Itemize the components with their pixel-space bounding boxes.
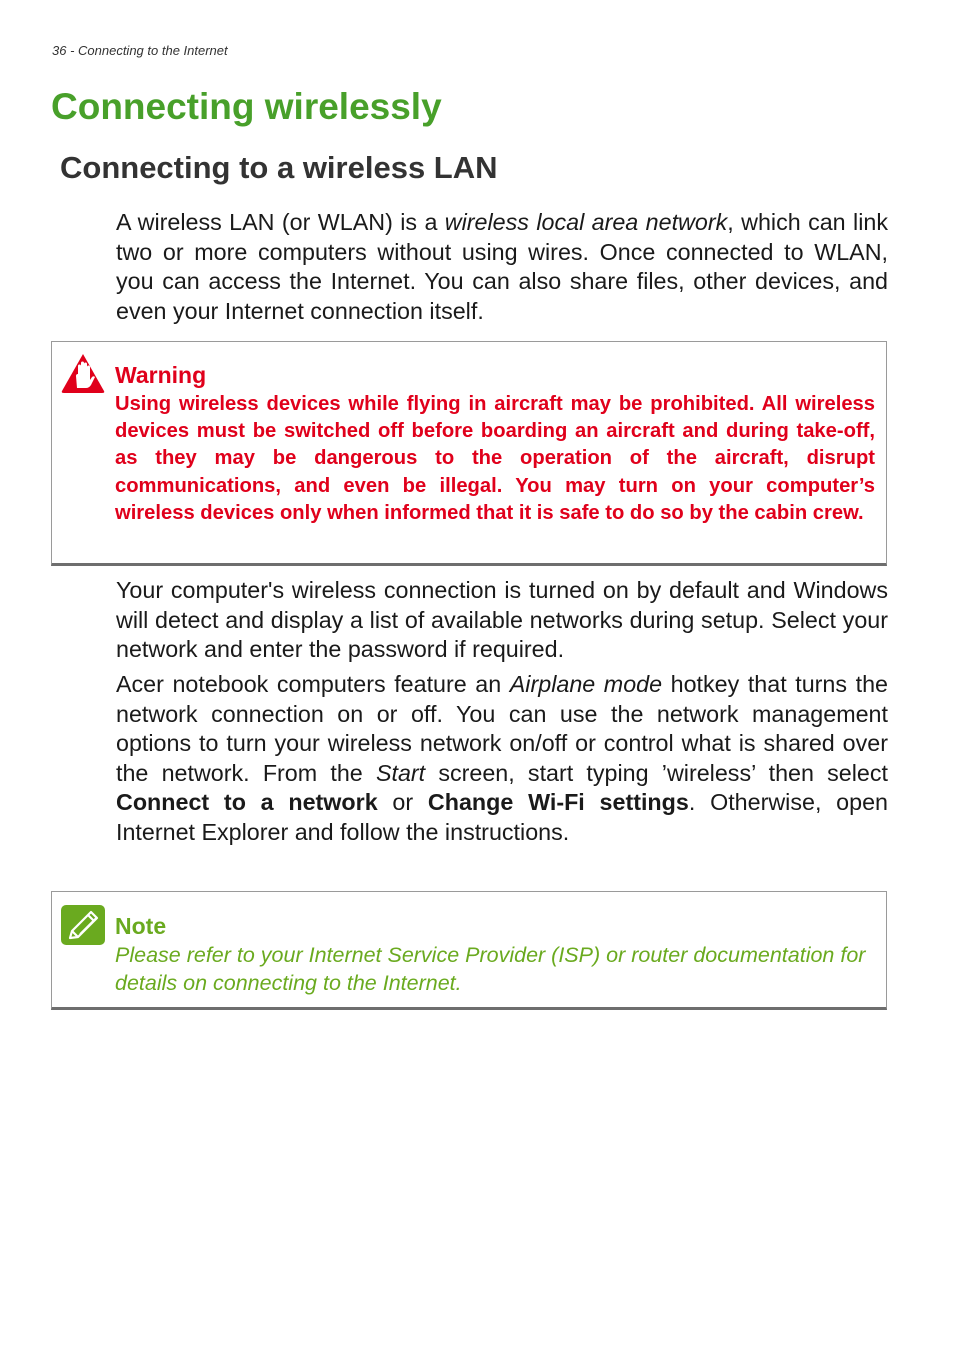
p3-text-7: or [377, 789, 428, 816]
note-pencil-icon [60, 904, 106, 946]
section-subtitle: Connecting to a wireless LAN [60, 150, 498, 185]
page-title: Connecting wirelessly [51, 86, 442, 127]
connect-to-network-term: Connect to a network [116, 789, 378, 816]
airplane-mode-paragraph [116, 670, 888, 848]
intro-text-c: , which can link two or more computers without using wires. Once connected to WLAN, you can access the Internet. You can also share files, other devices, and even your Internet connection itself. [116, 209, 888, 324]
p3-text-9: . Otherwise, open Internet Explorer and follow the instructions. [116, 789, 888, 845]
default-connection-paragraph: Your computer's wireless connection is turned on by default and Windows will detect and display a list of available networks during setup. Select your network and enter the password if required. [116, 577, 888, 663]
warning-callout [51, 341, 887, 566]
warning-hand-icon [60, 352, 106, 394]
p3-text-1: Acer notebook computers feature an [116, 671, 510, 697]
note-callout [51, 891, 887, 1010]
intro-text-a: A wireless LAN (or WLAN) is a [116, 209, 445, 235]
airplane-mode-term: Airplane mode [509, 671, 663, 697]
warning-title: Warning [115, 362, 207, 388]
intro-term: wireless local area network [444, 209, 728, 235]
note-title: Note [115, 913, 167, 939]
warning-body: Using wireless devices while flying in aircraft may be prohibited. All wireless devices must be switched off before boarding an aircraft and during take-off, as they may be dangerous to the operation of the aircraft, disrupt communications, and even be illegal. You may turn on your computer’s wireless devices only when informed that it is safe to do so by the cabin crew. [115, 393, 875, 524]
p3-text-5: screen, start typing ’wireless’ then select [425, 759, 888, 786]
change-wifi-settings-term: Change Wi-Fi settings [427, 789, 689, 816]
p3-text-3: hotkey that turns the network connection on or off. You can use the network management options to turn your wireless network on/off or control what is shared over the network. From the [116, 671, 888, 786]
intro-paragraph [116, 208, 888, 326]
note-body: Please refer to your Internet Service Provider (ISP) or router documentation for details on connecting to the Internet. [115, 943, 866, 995]
running-header: 36 - Connecting to the Internet [52, 43, 228, 58]
start-term: Start [375, 759, 426, 786]
